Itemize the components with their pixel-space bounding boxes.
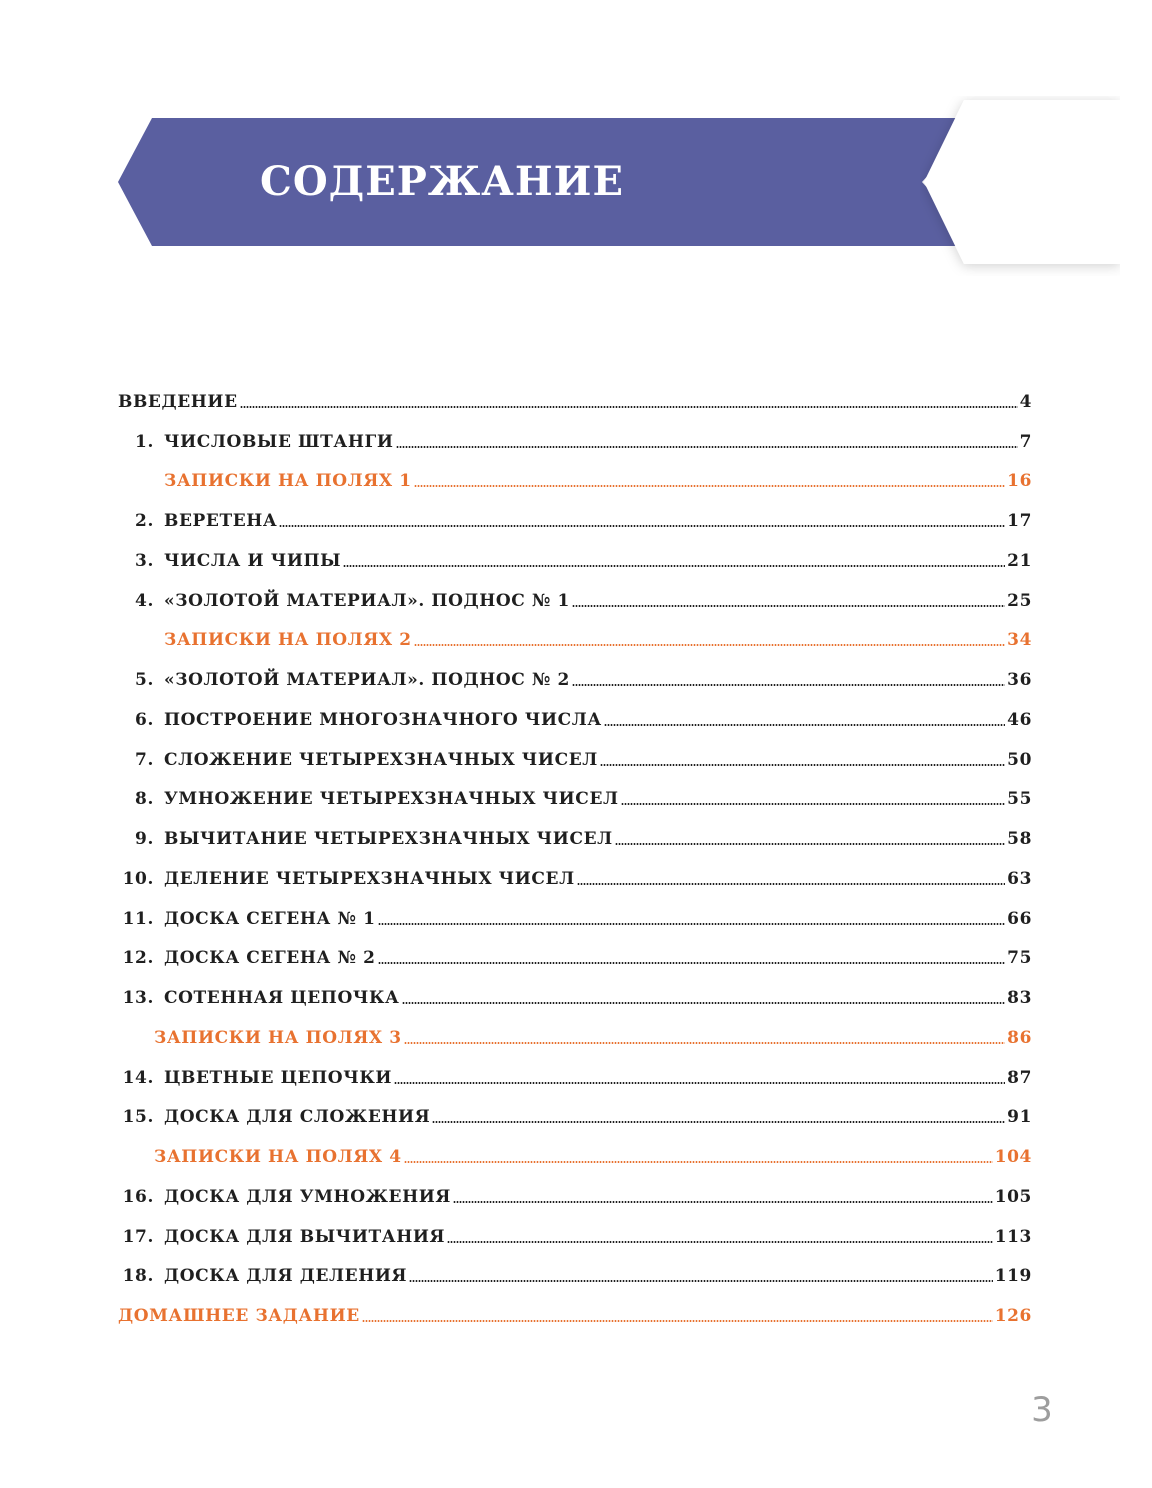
toc-entry[interactable] bbox=[118, 976, 1032, 1016]
toc-entry-title: ЗАПИСКИ НА ПОЛЯХ 4 bbox=[154, 1147, 402, 1167]
toc-entry-page: 4 bbox=[1019, 391, 1032, 412]
toc-entry-page: 50 bbox=[1007, 749, 1032, 770]
toc-entry-title: ДОСКА ДЛЯ ДЕЛЕНИЯ bbox=[164, 1266, 408, 1287]
toc-entry-title: ПОСТРОЕНИЕ МНОГОЗНАЧНОГО ЧИСЛА bbox=[164, 709, 602, 730]
dot-leader bbox=[343, 565, 1005, 567]
toc-entry-page: 21 bbox=[1007, 550, 1032, 571]
dot-leader bbox=[362, 1320, 993, 1322]
toc-entry-title: ДОСКА СЕГЕНА № 1 bbox=[164, 908, 376, 929]
toc-entry[interactable] bbox=[118, 738, 1032, 778]
toc-entry-title: ЧИСЛОВЫЕ ШТАНГИ bbox=[164, 431, 394, 452]
toc-entry[interactable] bbox=[118, 1175, 1032, 1215]
toc-entry-page: 126 bbox=[994, 1306, 1032, 1326]
dot-leader bbox=[414, 644, 1005, 646]
toc-entry-page: 86 bbox=[1007, 1027, 1032, 1048]
dot-leader bbox=[615, 843, 1005, 845]
folded-corner-decoration bbox=[920, 96, 1120, 276]
toc-entry-number: 15. bbox=[122, 1107, 154, 1128]
toc-entry-title: ЧИСЛА И ЧИПЫ bbox=[164, 550, 342, 571]
toc-entry-number: 14. bbox=[122, 1067, 154, 1088]
toc-entry-page: 34 bbox=[1007, 630, 1032, 651]
toc-entry[interactable] bbox=[118, 1135, 1032, 1175]
toc-entry[interactable] bbox=[118, 460, 1032, 500]
toc-entry-number: 5. bbox=[135, 670, 154, 690]
toc-entry[interactable] bbox=[118, 817, 1032, 857]
toc-entry-page: 87 bbox=[1007, 1067, 1032, 1088]
toc-entry-title: ЗАПИСКИ НА ПОЛЯХ 3 bbox=[154, 1027, 402, 1048]
toc-entry[interactable] bbox=[118, 1096, 1032, 1136]
toc-entry[interactable] bbox=[118, 420, 1032, 460]
toc-entry-title: «ЗОЛОТОЙ МАТЕРИАЛ». ПОДНОС № 1 bbox=[164, 590, 570, 611]
toc-entry-page: 16 bbox=[1007, 471, 1032, 492]
dot-leader bbox=[378, 923, 1006, 925]
dot-leader bbox=[404, 1161, 993, 1163]
dot-leader bbox=[396, 446, 1018, 448]
toc-entry-page: 91 bbox=[1007, 1107, 1032, 1128]
toc-entry[interactable] bbox=[118, 658, 1032, 698]
toc-entry[interactable] bbox=[118, 698, 1032, 738]
toc-entry-number: 6. bbox=[135, 709, 154, 730]
toc-entry-number: 18. bbox=[122, 1266, 154, 1287]
dot-leader bbox=[604, 724, 1005, 726]
toc-entry-number: 13. bbox=[122, 988, 154, 1008]
toc-entry[interactable] bbox=[118, 380, 1032, 420]
toc-entry-number: 11. bbox=[122, 908, 154, 929]
toc-entry-title: ЦВЕТНЫЕ ЦЕПОЧКИ bbox=[164, 1067, 393, 1088]
toc-entry[interactable] bbox=[118, 1056, 1032, 1096]
toc-entry-title: УМНОЖЕНИЕ ЧЕТЫРЕХЗНАЧНЫХ ЧИСЕЛ bbox=[164, 789, 619, 810]
toc-entry-number: 4. bbox=[135, 590, 154, 611]
toc-entry[interactable] bbox=[118, 579, 1032, 619]
toc-entry[interactable] bbox=[118, 1215, 1032, 1255]
toc-entry-page: 17 bbox=[1007, 511, 1032, 531]
toc-entry-page: 25 bbox=[1007, 590, 1032, 611]
toc-entry-page: 104 bbox=[994, 1147, 1032, 1167]
toc-entry-page: 36 bbox=[1007, 670, 1032, 690]
dot-leader bbox=[402, 1002, 1006, 1004]
toc-entry-page: 63 bbox=[1007, 868, 1032, 889]
toc-entry-title: ДОМАШНЕЕ ЗАДАНИЕ bbox=[118, 1306, 360, 1326]
dot-leader bbox=[404, 1042, 1005, 1044]
toc-entry[interactable] bbox=[118, 937, 1032, 977]
dot-leader bbox=[409, 1280, 993, 1282]
toc-entry-page: 58 bbox=[1007, 829, 1032, 849]
dot-leader bbox=[600, 764, 1005, 766]
dot-leader bbox=[414, 485, 1005, 487]
toc-entry[interactable] bbox=[118, 1255, 1032, 1295]
toc-entry-title: ДОСКА ДЛЯ ВЫЧИТАНИЯ bbox=[164, 1226, 446, 1247]
table-of-contents bbox=[118, 380, 1032, 1334]
toc-entry-page: 55 bbox=[1007, 789, 1032, 810]
title-banner bbox=[118, 118, 980, 246]
toc-entry[interactable] bbox=[118, 1294, 1032, 1334]
toc-entry-title: ВЕРЕТЕНА bbox=[164, 511, 278, 531]
dot-leader bbox=[378, 962, 1006, 964]
toc-entry-title: ДОСКА СЕГЕНА № 2 bbox=[164, 948, 376, 969]
dot-leader bbox=[572, 605, 1005, 607]
toc-entry-number: 16. bbox=[122, 1186, 154, 1207]
dot-leader bbox=[577, 883, 1005, 885]
toc-entry-page: 119 bbox=[994, 1266, 1032, 1287]
toc-entry-page: 113 bbox=[994, 1226, 1032, 1247]
dot-leader bbox=[453, 1201, 993, 1203]
toc-entry-number: 8. bbox=[135, 789, 154, 810]
toc-entry-number: 10. bbox=[122, 868, 154, 889]
dot-leader bbox=[279, 525, 1005, 527]
toc-entry[interactable] bbox=[118, 857, 1032, 897]
page-title: СОДЕРЖАНИЕ bbox=[260, 158, 624, 205]
toc-entry-number: 7. bbox=[135, 749, 154, 770]
toc-entry-title: ВЫЧИТАНИЕ ЧЕТЫРЕХЗНАЧНЫХ ЧИСЕЛ bbox=[164, 829, 613, 849]
toc-entry-number: 17. bbox=[122, 1226, 154, 1247]
toc-entry-number: 2. bbox=[135, 511, 154, 531]
dot-leader bbox=[447, 1241, 993, 1243]
toc-entry-title: СЛОЖЕНИЕ ЧЕТЫРЕХЗНАЧНЫХ ЧИСЕЛ bbox=[164, 749, 598, 770]
toc-entry[interactable] bbox=[118, 539, 1032, 579]
page-number: 3 bbox=[1031, 1390, 1053, 1430]
dot-leader bbox=[240, 406, 1018, 408]
toc-entry[interactable] bbox=[118, 778, 1032, 818]
toc-entry-title: ВВЕДЕНИЕ bbox=[118, 391, 238, 412]
toc-entry-page: 75 bbox=[1007, 948, 1032, 969]
toc-entry-title: СОТЕННАЯ ЦЕПОЧКА bbox=[164, 988, 400, 1008]
toc-entry-number: 9. bbox=[135, 829, 154, 849]
toc-entry-page: 7 bbox=[1019, 431, 1032, 452]
toc-entry-title: «ЗОЛОТОЙ МАТЕРИАЛ». ПОДНОС № 2 bbox=[164, 670, 570, 690]
dot-leader bbox=[572, 684, 1005, 686]
dot-leader bbox=[394, 1082, 1005, 1084]
toc-entry-number: 3. bbox=[135, 550, 154, 571]
toc-entry-title: ДОСКА ДЛЯ СЛОЖЕНИЯ bbox=[164, 1107, 431, 1128]
toc-entry[interactable] bbox=[118, 499, 1032, 539]
toc-entry-page: 46 bbox=[1007, 709, 1032, 730]
toc-entry-page: 66 bbox=[1007, 908, 1032, 929]
toc-entry[interactable] bbox=[118, 897, 1032, 937]
toc-entry-title: ЗАПИСКИ НА ПОЛЯХ 1 bbox=[164, 471, 412, 492]
dot-leader bbox=[621, 803, 1006, 805]
toc-entry[interactable] bbox=[118, 1016, 1032, 1056]
toc-entry-title: ДОСКА ДЛЯ УМНОЖЕНИЯ bbox=[164, 1186, 452, 1207]
toc-entry-number: 1. bbox=[135, 431, 154, 452]
toc-entry-title: ДЕЛЕНИЕ ЧЕТЫРЕХЗНАЧНЫХ ЧИСЕЛ bbox=[164, 868, 575, 889]
toc-entry-number: 12. bbox=[122, 948, 154, 969]
toc-entry-page: 105 bbox=[994, 1186, 1032, 1207]
dot-leader bbox=[432, 1121, 1005, 1123]
toc-entry-title: ЗАПИСКИ НА ПОЛЯХ 2 bbox=[164, 630, 412, 651]
toc-entry-page: 83 bbox=[1007, 988, 1032, 1008]
toc-entry[interactable] bbox=[118, 619, 1032, 659]
